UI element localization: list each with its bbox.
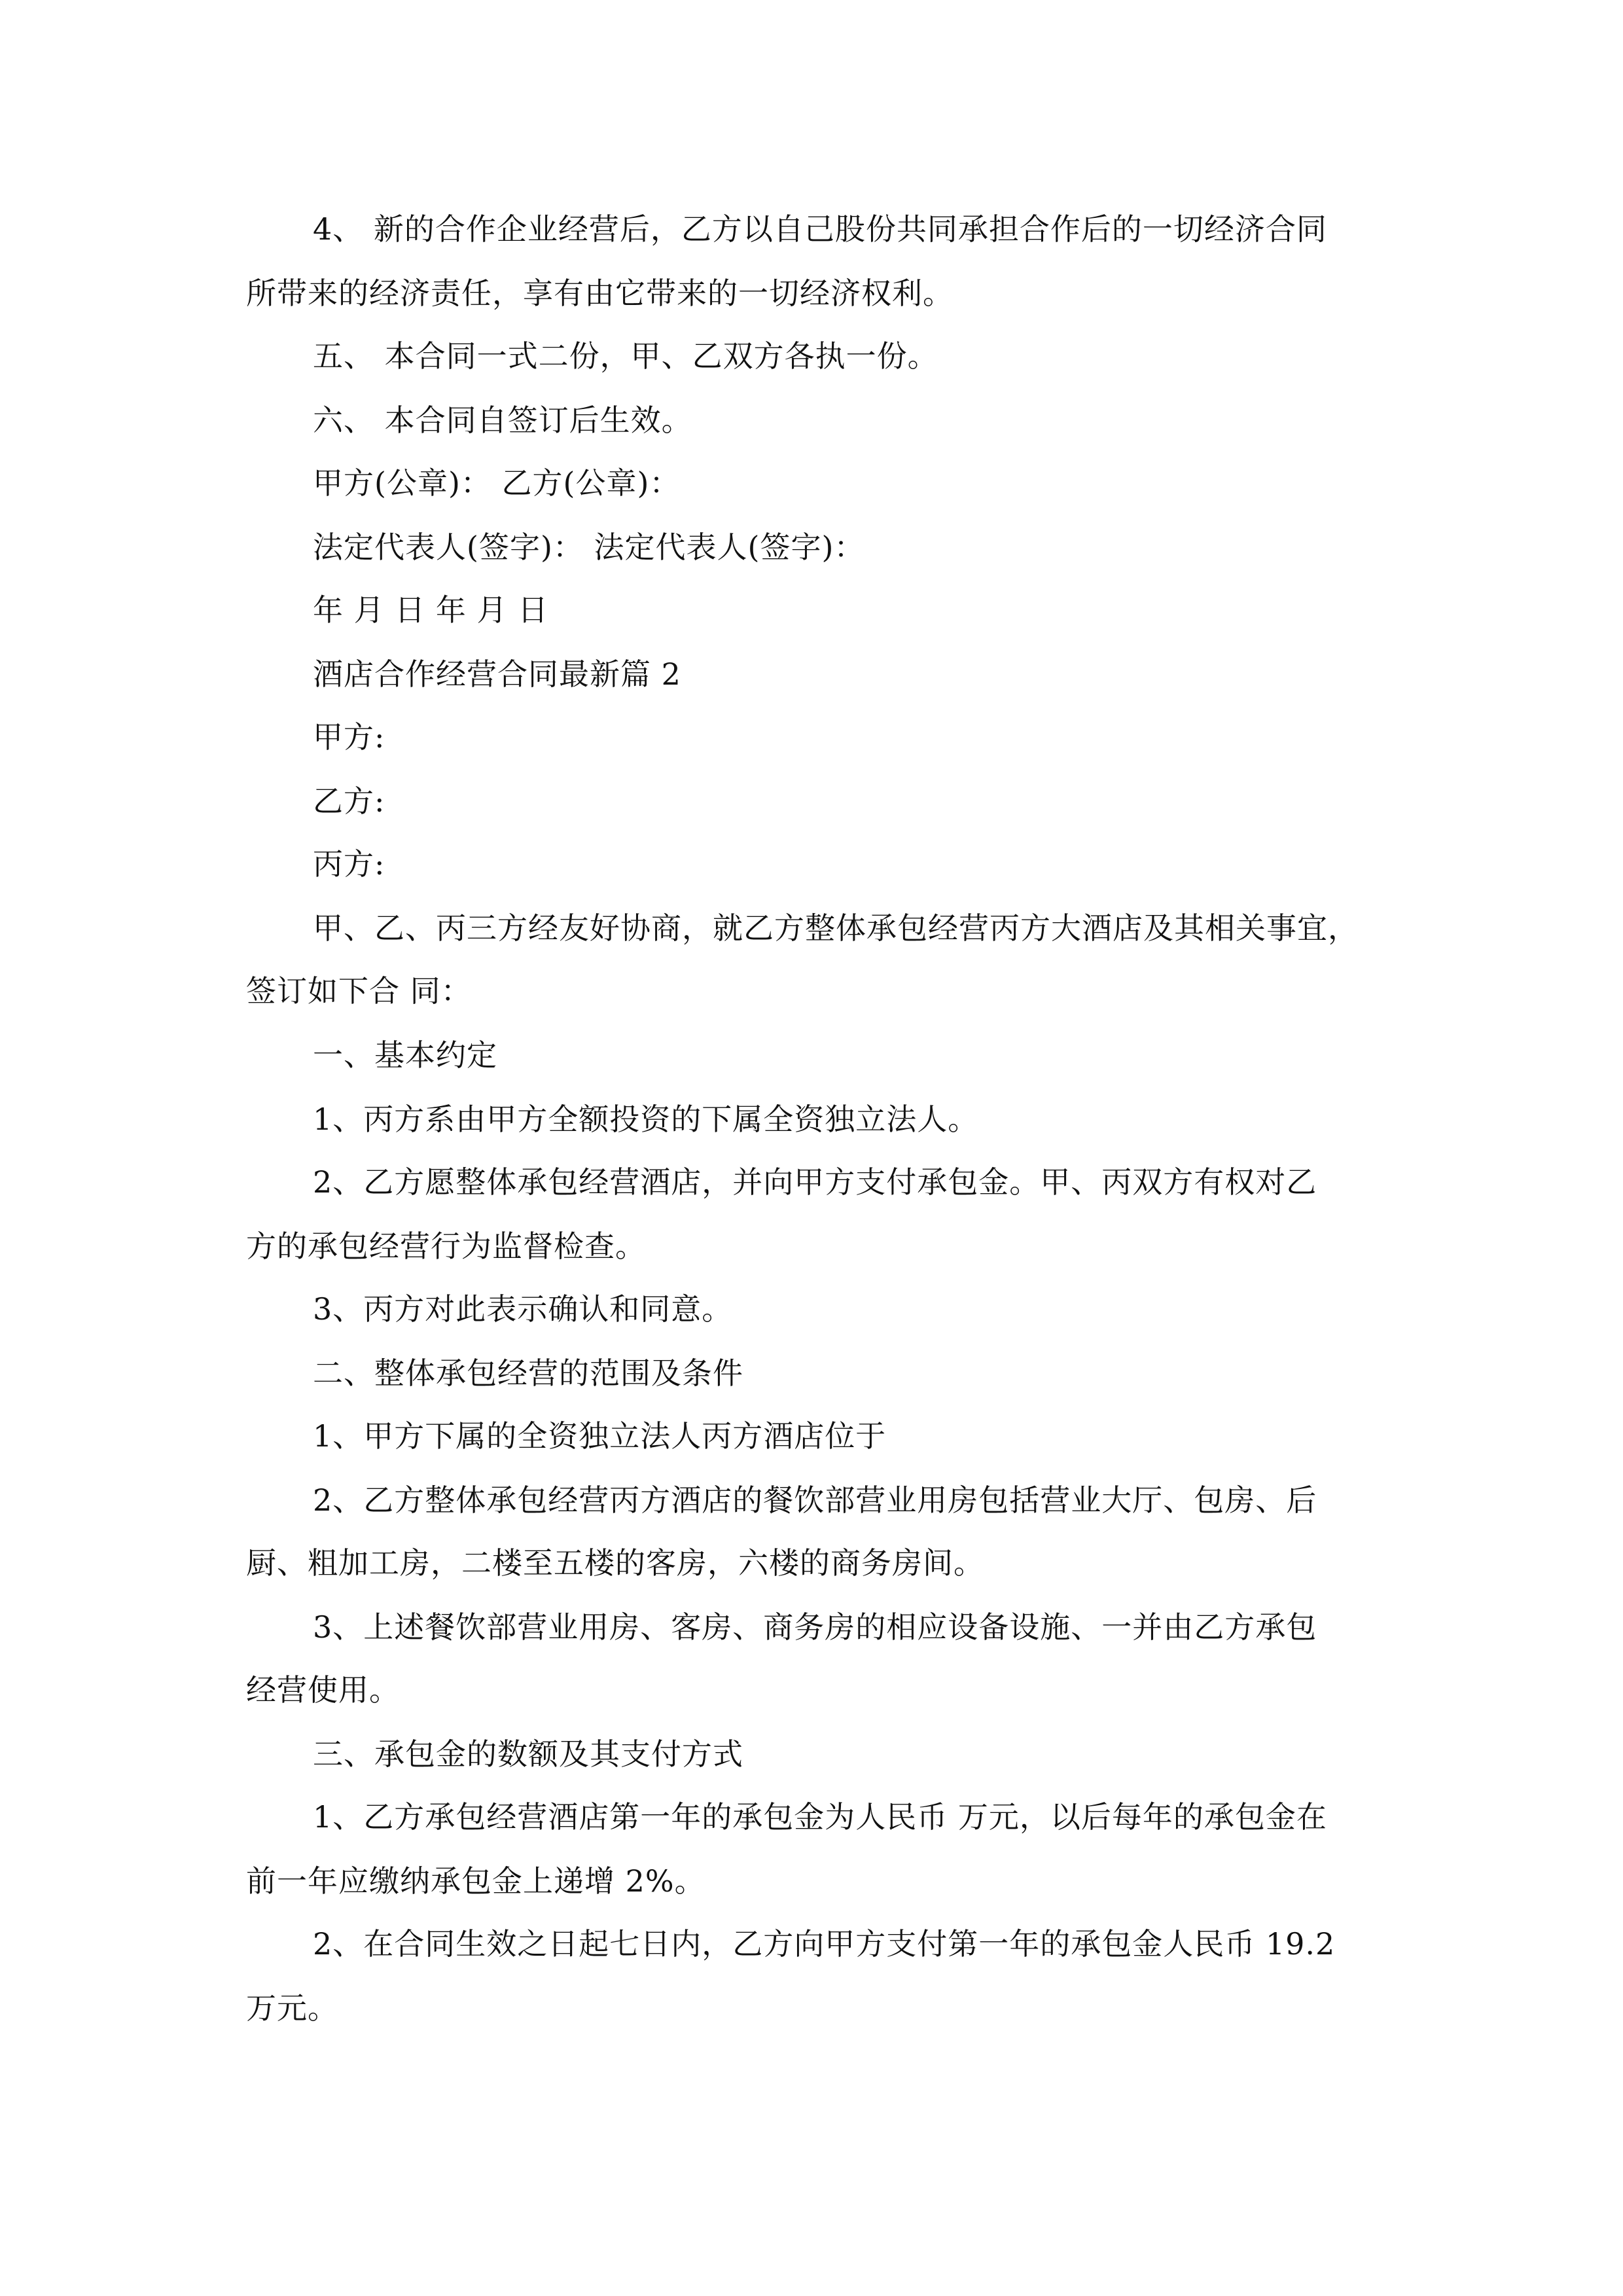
text-line: 万元。: [246, 1990, 338, 2026]
text-line: 年 月 日 年 月 日: [313, 592, 549, 628]
text-line: 2、乙方整体承包经营丙方酒店的餐饮部营业用房包括营业大厅、包房、后: [313, 1482, 1317, 1518]
text-line: 3、丙方对此表示确认和同意。: [313, 1291, 733, 1327]
text-line: 法定代表人(签字)： 法定代表人(签字)：: [313, 529, 865, 565]
text-line: 六、 本合同自签订后生效。: [313, 403, 692, 438]
section-heading: 一、基本约定: [313, 1037, 497, 1073]
text-line: 3、上述餐饮部营业用房、客房、商务房的相应设备设施、一并由乙方承包: [313, 1609, 1317, 1645]
text-line: 方的承包经营行为监督检查。: [246, 1229, 646, 1264]
text-line: 甲、乙、丙三方经友好协商，就乙方整体承包经营丙方大酒店及其相关事宜，: [313, 910, 1359, 946]
section-heading: 酒店合作经营合同最新篇 2: [313, 656, 681, 692]
text-line: 丙方:: [313, 846, 385, 882]
text-line: 五、 本合同一式二份，甲、乙双方各执一份。: [313, 338, 938, 374]
section-heading: 二、整体承包经营的范围及条件: [313, 1355, 743, 1391]
text-line: 签订如下合 同：: [246, 973, 472, 1009]
section-heading: 三、承包金的数额及其支付方式: [313, 1736, 743, 1772]
text-line: 厨、粗加工房，二楼至五楼的客房，六楼的商务房间。: [246, 1545, 984, 1581]
text-line: 2、乙方愿整体承包经营酒店，并向甲方支付承包金。甲、丙双方有权对乙: [313, 1164, 1317, 1200]
text-line: 前一年应缴纳承包金上递增 2%。: [246, 1863, 705, 1899]
text-line: 甲方:: [313, 719, 385, 755]
text-line: 4、 新的合作企业经营后，乙方以自己股份共同承担合作后的一切经济合同: [313, 211, 1327, 247]
text-line: 甲方(公章)： 乙方(公章)：: [313, 465, 681, 501]
text-line: 所带来的经济责任，享有由它带来的一切经济权利。: [246, 276, 954, 311]
text-line: 1、乙方承包经营酒店第一年的承包金为人民币 万元，以后每年的承包金在: [313, 1799, 1327, 1835]
text-line: 乙方:: [313, 783, 385, 819]
text-line: 经营使用。: [246, 1672, 400, 1708]
text-line: 1、丙方系由甲方全额投资的下属全资独立法人。: [313, 1102, 979, 1137]
text-line: 2、在合同生效之日起七日内，乙方向甲方支付第一年的承包金人民币 19.2: [313, 1926, 1336, 1962]
text-line: 1、甲方下属的全资独立法人丙方酒店位于: [313, 1418, 887, 1454]
